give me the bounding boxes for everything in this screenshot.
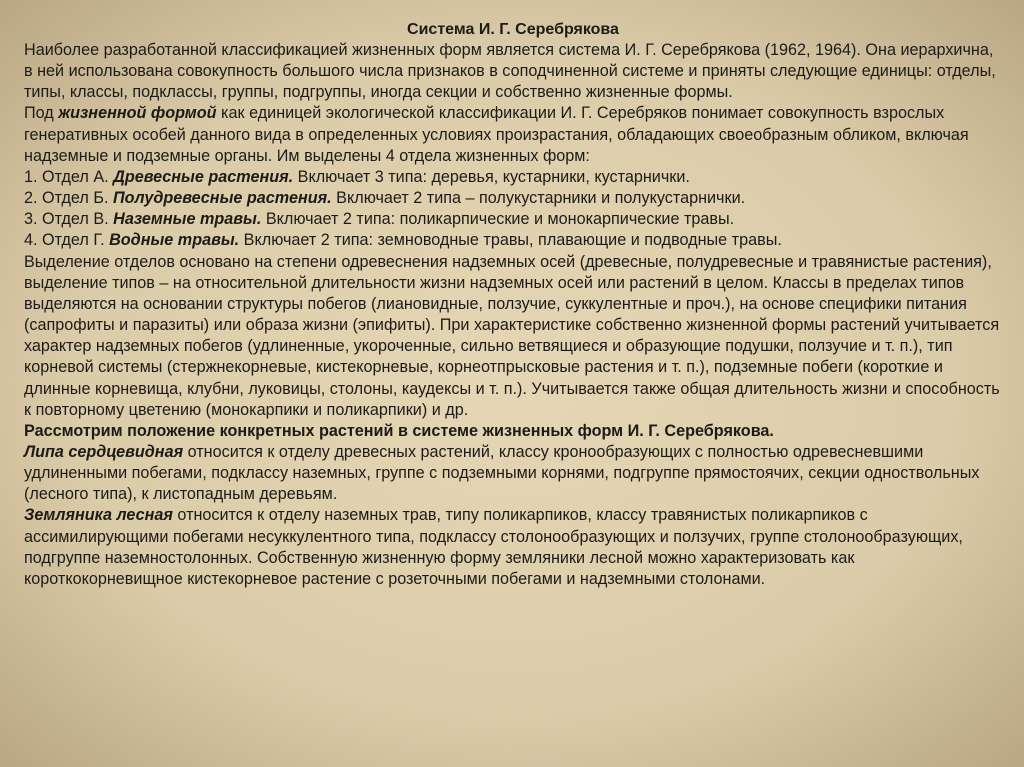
division-prefix: 1. Отдел А. (24, 167, 114, 186)
division-desc: Включает 2 типа: земноводные травы, плавающие и подводные травы. (239, 231, 782, 250)
division-item (24, 230, 1004, 251)
division-item (24, 209, 1004, 230)
division-item (24, 167, 1004, 188)
strawberry-text: относится к отделу наземных трав, типу поликарпиков, классу травянистых поликарпиков с ассимилирующими побегами несуккулентного типа, подклассу столонообразующих и ползучих, группе столонообразующих, подгруппе наземностолонных. Собственную жизненную форму земляники лесной можно характеризовать как короткокорневищное кистекорневое растение с розеточными побегами и надземными столонами. (24, 506, 963, 588)
division-desc: Включает 2 типа: поликарпические и монокарпические травы. (261, 210, 735, 229)
division-desc: Включает 3 типа: деревья, кустарники, кустарнички. (293, 167, 690, 186)
paragraph-intro: Наиболее разработанной классификацией жизненных форм является система И. Г. Серебрякова (1962, 1964). Она иерархична, в ней использована совокупность большого числа признаков в соподчиненной системе и приняты следующие единицы: отделы, типы, классы, подклассы, группы, подгруппы, иногда секции и собственно жизненные формы. (24, 41, 996, 102)
definition-lead: Под (24, 104, 59, 123)
division-name: Древесные растения. (113, 167, 294, 186)
slide-body (24, 40, 1004, 590)
division-name: Полудревесные растения. (112, 189, 332, 208)
division-name: Водные травы. (109, 231, 240, 250)
division-name: Наземные травы. (113, 210, 262, 229)
term-life-form: жизненной формой (58, 104, 217, 123)
paragraph-linden (24, 442, 1004, 505)
paragraph-examples-heading: Рассмотрим положение конкретных растений в системе жизненных форм И. Г. Серебрякова. (24, 421, 774, 440)
term-linden: Липа сердцевидная (24, 442, 184, 461)
division-prefix: 3. Отдел В. (24, 210, 114, 229)
division-desc: Включает 2 типа – полукустарники и полукустарнички. (331, 189, 746, 208)
paragraph-basis: Выделение отделов основано на степени одревеснения надземных осей (древесные, полудревесные и травянистые растения), выделение типов – на относительной длительности жизни надземных осей или растений в целом. Классы в пределах типов выделяются на основании структуры побегов (лиановидные, ползучие, суккулентные и проч.), на основе специфики питания (сапрофиты и паразиты) или образа жизни (эпифиты). При характеристике собственно жизненной формы растений учитывается характер надземных побегов (удлиненные, укороченные, сильно ветвящиеся и образующие подушки, ползучие и т. п.), тип корневой системы (стержнекорневые, кистекорневые, корнеотпрысковые растения и т. п.), подземные побеги (короткие и длинные корневища, клубни, луковицы, столоны, каудексы и т. п.). Учитывается также общая длительность жизни и способность к повторному цветению (монокарпики и поликарпики) и др. (24, 252, 1000, 419)
term-strawberry: Земляника лесная (24, 506, 173, 525)
linden-text: относится к отделу древесных растений, классу кронообразующих с полностью одревесневшими удлиненными побегами, подклассу наземных, группе с подземными корнями, подгруппе прямостоячих, секции одноствольных (лесного типа), к листопадным деревьям. (24, 442, 980, 504)
paragraph-strawberry (24, 505, 1004, 590)
division-prefix: 4. Отдел Г. (24, 231, 110, 250)
paragraph-definition (24, 103, 1004, 166)
division-item (24, 188, 1004, 209)
definition-text: как единицей экологической классификации И. Г. Серебряков понимает совокупность взрослых генеративных особей данного вида в определенных условиях произрастания, обладающих своеобразным обликом, включая надземные и подземные органы. Им выделены 4 отдела жизненных форм: (24, 104, 969, 165)
slide-title: Система И. Г. Серебрякова (407, 21, 619, 38)
division-prefix: 2. Отдел Б. (24, 189, 113, 208)
